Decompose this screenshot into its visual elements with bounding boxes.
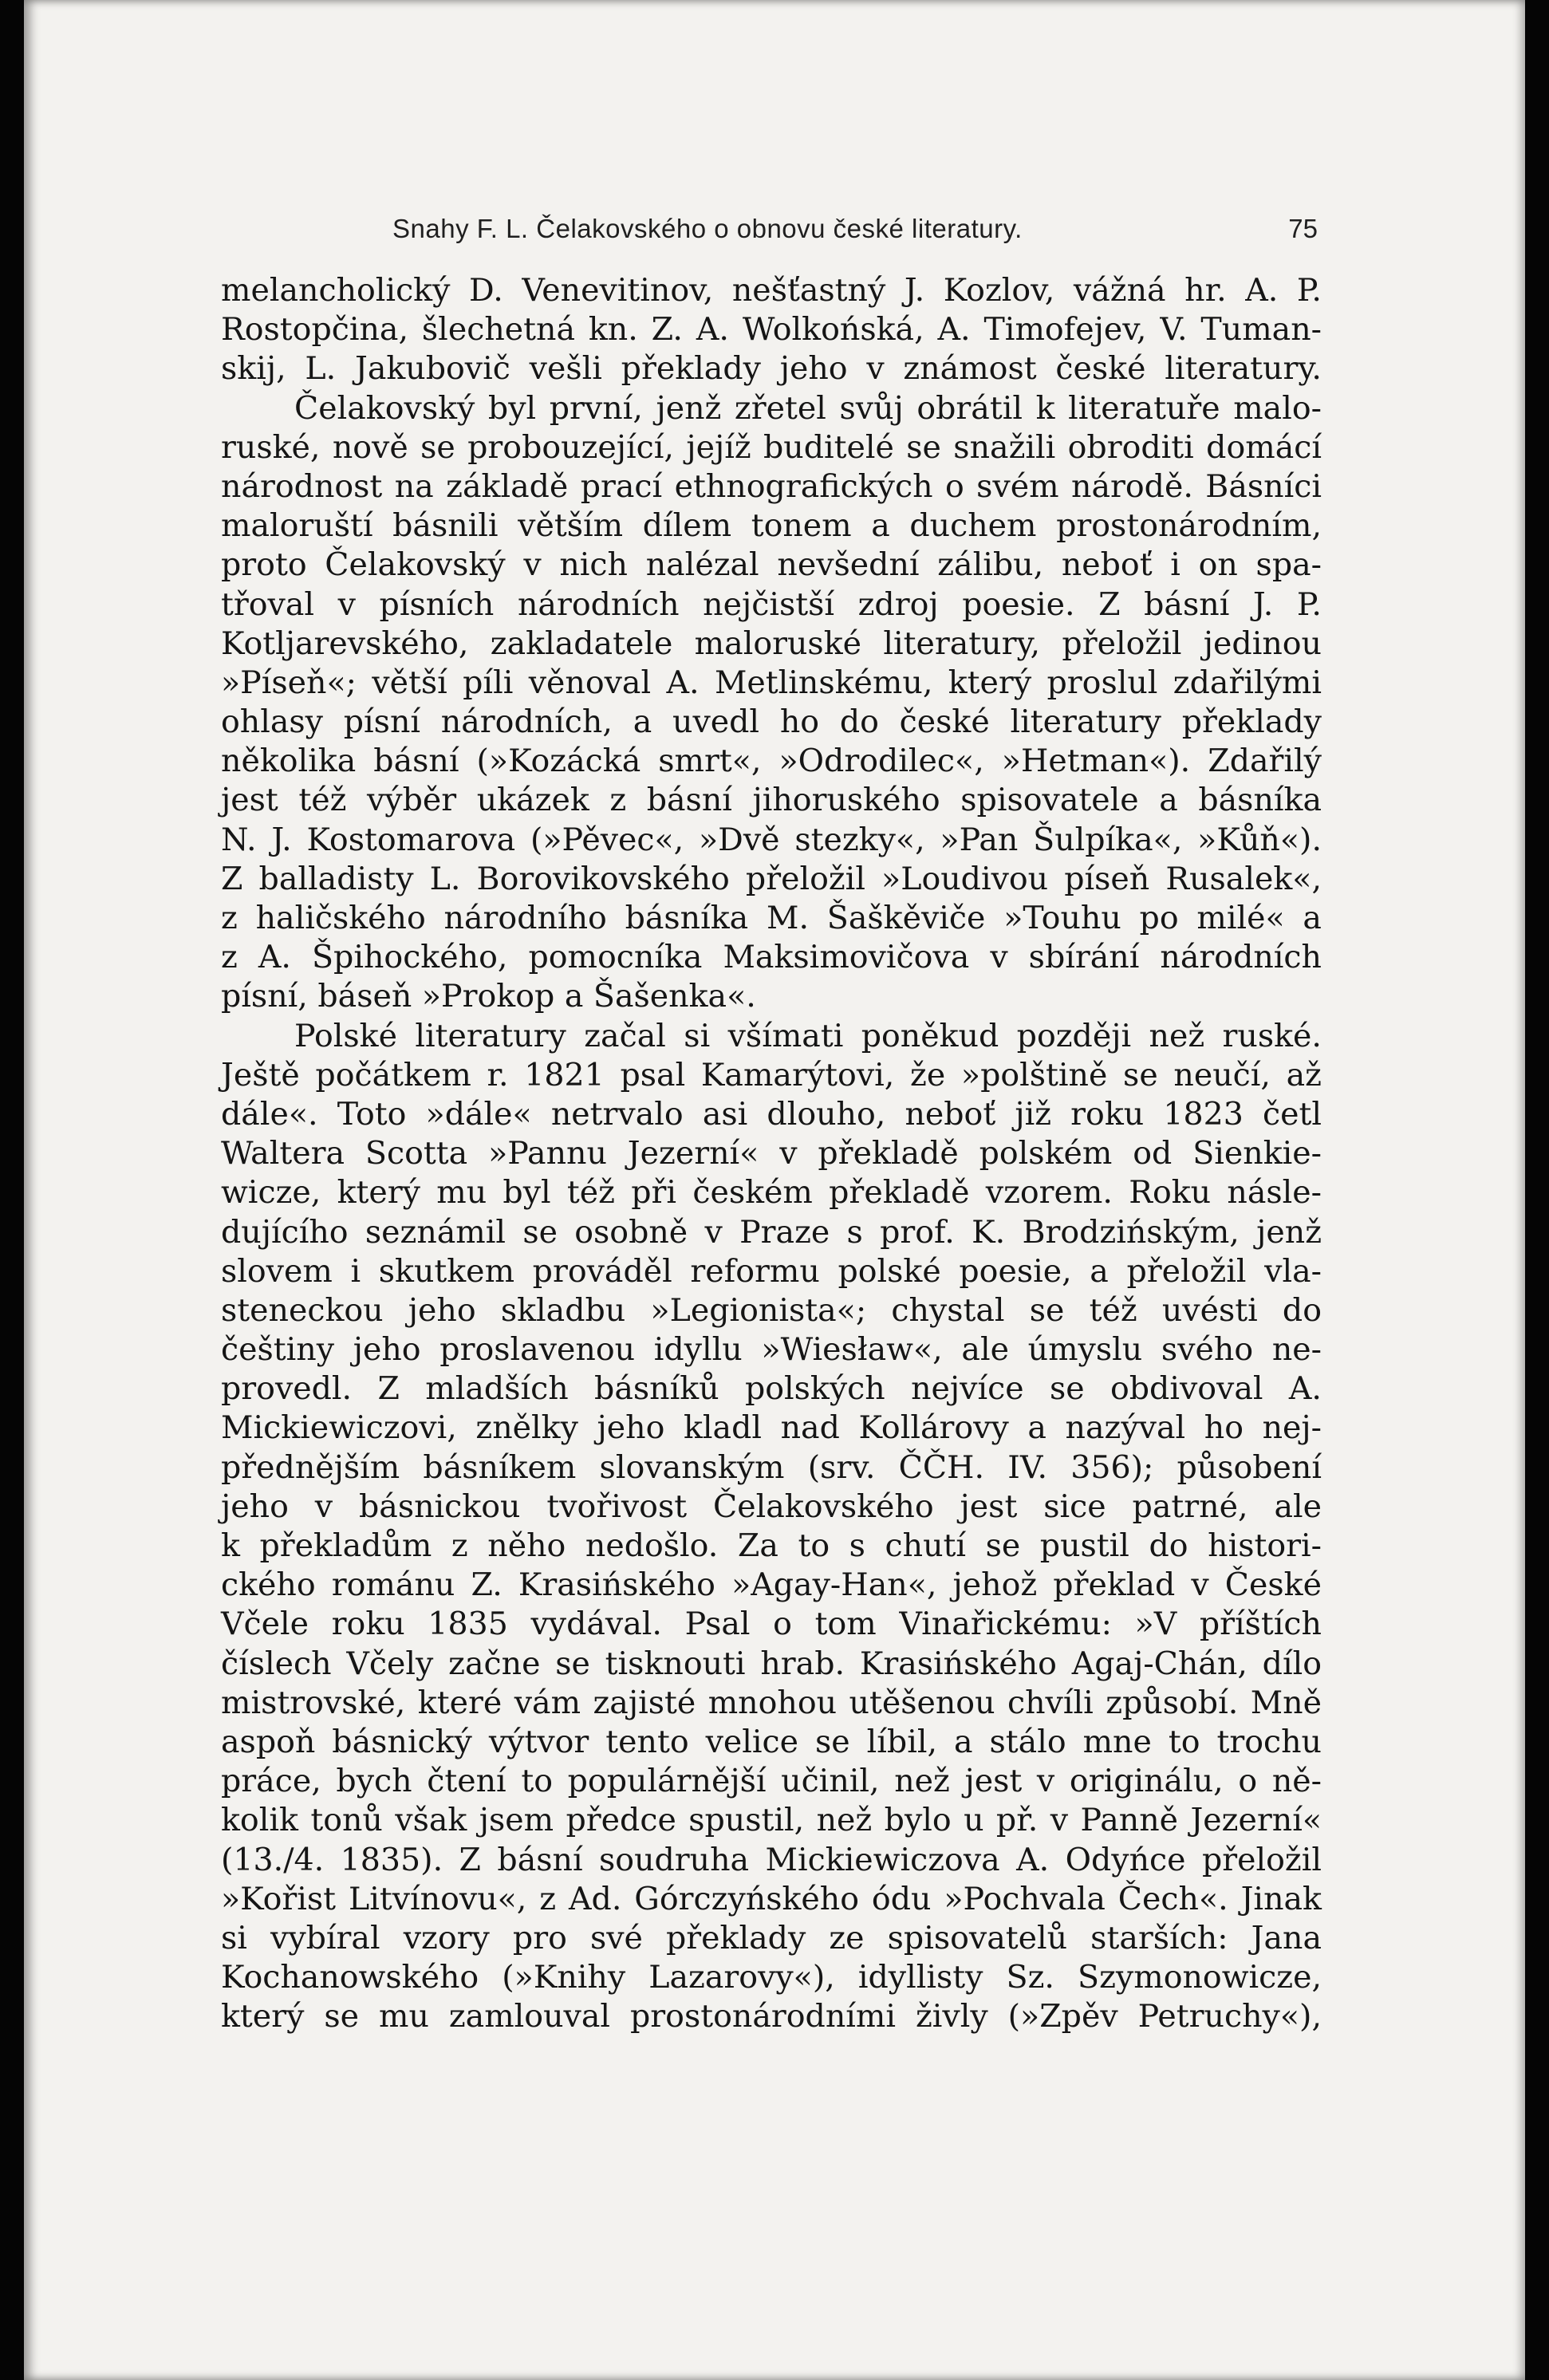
- page-number: 75: [1288, 214, 1318, 243]
- text-line: číslech Včely začne se tisknouti hrab. Krasińského Agaj-Chán, dílo: [221, 1645, 1322, 1682]
- text-line: melancholický D. Venevitinov, nešťastný J. Kozlov, vážná hr. A. P.: [221, 272, 1322, 309]
- text-line: Kotljarevského, zakladatele maloruské literatury, přeložil jedinou: [221, 625, 1322, 662]
- text-line: Waltera Scotta »Pannu Jezerní« v překladě polském od Sienkie-: [221, 1135, 1322, 1172]
- book-page: [24, 0, 1525, 2380]
- body-text: [221, 271, 1322, 2036]
- text-line: Mickiewiczovi, znělky jeho kladl nad Kollárovy a nazýval ho nej-: [221, 1409, 1322, 1447]
- text-line: Z balladisty L. Borovikovského přeložil »Loudivou píseň Rusalek«,: [221, 860, 1322, 897]
- text-line: si vybíral vzory pro své překlady ze spisovatelů starších: Jana: [221, 1919, 1322, 1956]
- text-line: skij, L. Jakubovič vešli překlady jeho v známost české literatury.: [221, 350, 1322, 388]
- running-title: Snahy F. L. Čelakovského o obnovu české literatury.: [392, 214, 1023, 243]
- text-line: Čelakovský byl první, jenž zřetel svůj obrátil k literatuře malo-: [294, 389, 1322, 427]
- text-line: aspoň básnický výtvor tento velice se líbil, a stálo mne to trochu: [221, 1723, 1322, 1760]
- text-line: »Kořist Litvínovu«, z Ad. Górczyńského ódu »Pochvala Čech«. Jinak: [221, 1880, 1322, 1917]
- text-line: písní, báseň »Prokop a Šašenka«.: [221, 978, 756, 1015]
- text-line: třoval v písních národních nejčistší zdroj poesie. Z básní J. P.: [221, 585, 1322, 623]
- text-line: (13./4. 1835). Z básní soudruha Mickiewiczova A. Odyńce přeložil: [221, 1841, 1322, 1878]
- text-line: Polské literatury začal si všímati poněkud později než ruské.: [294, 1017, 1322, 1054]
- text-line: jeho v básnickou tvořivost Čelakovského jest sice patrné, ale: [221, 1488, 1322, 1525]
- text-line: jest též výběr ukázek z básní jihoruského spisovatele a básníka: [221, 782, 1322, 819]
- text-line: z haličského národního básníka M. Šaškěviče »Touhu po milé« a: [221, 900, 1322, 936]
- text-line: kolik tonů však jsem předce spustil, než bylo u př. v Panně Jezerní«: [221, 1802, 1322, 1839]
- text-line: několika básní (»Kozácká smrt«, »Odrodilec«, »Hetman«). Zdařilý: [221, 743, 1322, 780]
- text-line: Ještě počátkem r. 1821 psal Kamarýtovi, že »polštině se neučí, až: [221, 1056, 1322, 1093]
- text-line: ohlasy písní národních, a uvedl ho do české literatury překlady: [221, 703, 1322, 741]
- text-line: »Píseň«; větší píli věnoval A. Metlinskému, který proslul zdařilými: [221, 664, 1322, 701]
- text-line: k překladům z něho nedošlo. Za to s chutí se pustil do histori-: [221, 1527, 1322, 1564]
- text-line: mistrovské, které vám zajisté mnohou utěšenou chvíli způsobí. Mně: [221, 1684, 1322, 1721]
- text-line: N. J. Kostomarova (»Pěvec«, »Dvě stezky«, »Pan Šulpíka«, »Kůň«).: [221, 821, 1322, 858]
- text-line: dujícího seznámil se osobně v Praze s prof. K. Brodzińským, jenž: [221, 1213, 1322, 1251]
- page-header: [223, 214, 1318, 254]
- text-line: proto Čelakovský v nich nalézal nevšední zálibu, neboť i on spa-: [221, 546, 1322, 584]
- text-line: národnost na základě prací ethnografických o svém národě. Básníci: [221, 467, 1322, 505]
- text-line: wicze, který mu byl též při českém překladě vzorem. Roku násle-: [221, 1174, 1322, 1212]
- text-line: ckého románu Z. Krasińského »Agay-Han«, jehož překlad v České: [221, 1566, 1322, 1604]
- text-line: Rostopčina, šlechetná kn. Z. A. Wolkońská, A. Timofejev, V. Tuman-: [221, 311, 1322, 349]
- text-line: maloruští básnili větším dílem tonem a duchem prostonárodním,: [221, 507, 1322, 545]
- text-line: který se mu zamlouval prostonárodními živly (»Zpěv Petruchy«),: [221, 1998, 1322, 2035]
- text-line: slovem i skutkem prováděl reformu polské poesie, a přeložil vla-: [221, 1252, 1322, 1290]
- text-line: provedl. Z mladších básníků polských nejvíce se obdivoval A.: [221, 1370, 1322, 1408]
- text-line: češtiny jeho proslavenou idyllu »Wiesław«, ale úmyslu svého ne-: [221, 1331, 1322, 1369]
- text-line: přednějším básníkem slovanským (srv. ČČH. IV. 356); působení: [221, 1448, 1322, 1486]
- text-line: práce, bych čtení to populárnější učinil, než jest v originálu, o ně-: [221, 1763, 1322, 1800]
- text-line: z A. Špihockého, pomocníka Maksimovičova v sbírání národních: [221, 939, 1322, 976]
- text-line: dále«. Toto »dále« netrvalo asi dlouho, neboť již roku 1823 četl: [221, 1095, 1322, 1133]
- text-line: Kochanowského (»Knihy Lazarovy«), idyllisty Sz. Szymonowicze,: [221, 1959, 1322, 1996]
- text-line: Včele roku 1835 vydával. Psal o tom Vinařickému: »V příštích: [221, 1606, 1322, 1643]
- text-line: ruské, nově se probouzející, jejíž buditelé se snažili obroditi domácí: [221, 428, 1322, 466]
- text-line: steneckou jeho skladbu »Legionista«; chystal se též uvésti do: [221, 1291, 1322, 1329]
